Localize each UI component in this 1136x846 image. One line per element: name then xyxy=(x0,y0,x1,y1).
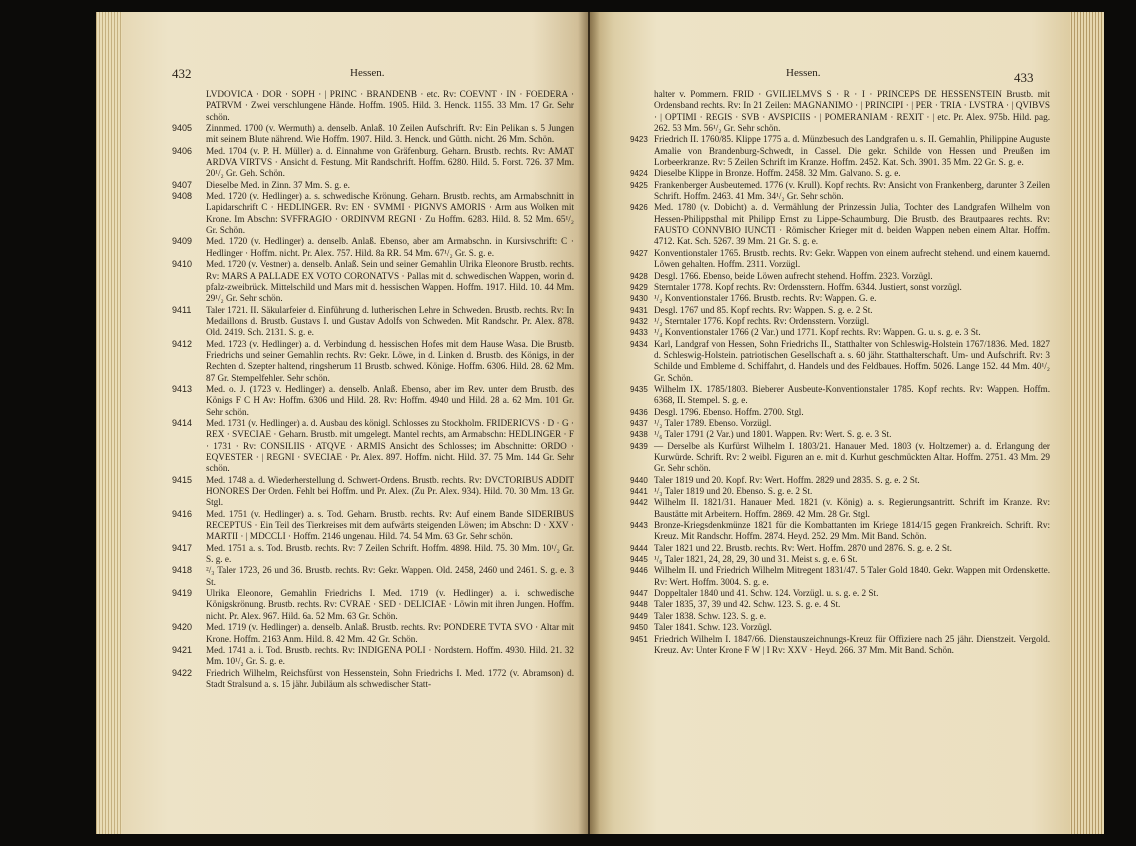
entry-text: Med. o. J. (1723 v. Hedlinger) a. denselb. Anlaß. Ebenso, aber im Rev. unter dem Brustb. des Königs F C H Av: Hoffm. 6306 und Hild. 28. Rv: Hoffm. 4940 und Hild. 28 a. 62 Mm. 101 Gr. Sehr schön. xyxy=(206,383,574,417)
catalog-entry xyxy=(632,407,1050,418)
entry-text: LVDOVICA · DOR · SOPH · | PRINC · BRANDENB · etc. Rv: COEVNT · IN · FOEDERA · PATRVM · Zwei verschlungene Hände. Hoffm. 1905. Hild. 3. Henck. 1155. 33 Mm. 17 Gr. Sehr schön. xyxy=(206,89,574,122)
entry-text: Desgl. 1767 und 85. Kopf rechts. Rv: Wappen. S. g. e. 2 St. xyxy=(654,304,873,315)
entry-number: 9412 xyxy=(172,338,193,349)
entry-number: 9428 xyxy=(630,271,648,281)
catalog-entry xyxy=(172,123,574,146)
entry-number: 9441 xyxy=(630,487,648,497)
entry-text: Wilhelm II. 1821/31. Hanauer Med. 1821 (v. König) a. s. Regierungsantritt. Schrift im Kranze. Rv: Baustätte mit Arbeitern. Hoffm. 2869. 42 Mm. 28 Gr. Stgl. xyxy=(654,497,1050,519)
entry-text: Med. 1720 (v. Hedlinger) a. s. schwedische Krönung. Geharn. Brustb. rechts, am Armabschnitt in Lapidarschrift C · HEDLINGER. Rv: EN · SVMMI · PIGNVS AMORIS · Arm aus Wolken mit Krone. Im Abschn: SVFFRAGIO · ORDINVM REGNI · Zu Hoffm. 6283. Hild. 8. 52 Mm. 65¹/₂ Gr. Schön. xyxy=(206,191,574,236)
entry-number: 9432 xyxy=(630,316,648,326)
entry-text: ²/₃ Taler 1723, 26 und 36. Brustb. rechts. Rv: Gekr. Wappen. Old. 2458, 2460 und 2461. S. g. e. 3 St. xyxy=(206,565,574,587)
right-entry-list xyxy=(632,89,1050,656)
entry-text: — Derselbe als Kurfürst Wilhelm I. 1803/21. Hanauer Med. 1803 (v. Holtzemer) a. d. Erlangung der Kurwürde. Schrift. Rv: 2 weibl. Figuren an e. mit d. Kurhut geschmückten Altar. Hoffm. 2751. 43 Mm. 29 Gr. Sehr schön. xyxy=(654,440,1050,474)
catalog-entry xyxy=(632,543,1050,554)
catalog-entry xyxy=(632,134,1050,168)
entry-number: 9433 xyxy=(630,328,648,338)
catalog-entry xyxy=(172,622,574,645)
catalog-entry xyxy=(172,259,574,304)
catalog-entry xyxy=(632,168,1050,179)
catalog-entry xyxy=(632,588,1050,599)
entry-number: 9413 xyxy=(172,383,193,394)
right-running-head: Hessen. xyxy=(786,67,821,79)
entry-number: 9411 xyxy=(172,304,192,315)
catalog-entry xyxy=(172,668,574,691)
catalog-entry xyxy=(632,520,1050,543)
catalog-entry xyxy=(172,180,574,191)
entry-number: 9430 xyxy=(630,294,648,304)
entry-text: Taler 1841. Schw. 123. Vorzügl. xyxy=(654,622,772,633)
entry-number: 9416 xyxy=(172,508,193,519)
entry-text: Friedrich Wilhelm I. 1847/66. Dienstauszeichnungs-Kreuz für Offiziere nach 25 jähr. Dienstzeit. Vergold. Kreuz. Av: Unter Krone F W | I Rv: XXV · Heyd. 266. 37 Mm. Mit Band. Schön. xyxy=(654,633,1050,655)
catalog-entry xyxy=(632,634,1050,657)
catalog-entry xyxy=(632,293,1050,304)
entry-text: Frankenberger Ausbeutemed. 1776 (v. Krull). Kopf rechts. Rv: Ansicht von Frankenberg, darunter 3 Zeilen Schrift. Hoffm. 2463. 41 Mm. 34¹/₂ Gr. Sehr schön. xyxy=(654,179,1050,202)
entry-number: 9446 xyxy=(630,566,648,576)
entry-number: 9415 xyxy=(172,474,193,485)
catalog-entry xyxy=(172,89,574,123)
catalog-entry xyxy=(632,89,1050,134)
entry-text: Med. 1723 (v. Hedlinger) a. d. Verbindung d. hessischen Hofes mit dem Hause Wasa. Die Brustb. Friedrichs und seiner Gemahlin rechts. Rv: Gekr. Löwe, in d. Linken d. Brustb. des Königs, in der Rechten d. Szepter haltend, ringsherum 11 Brustb. schwed. Könige. Hoffm. 6306. Hild. 28. 62 Mm. 87 Gr. Stempelfehler. Sehr schön. xyxy=(206,338,574,383)
entry-text: Friedrich II. 1760/85. Klippe 1775 a. d. Münzbesuch des Landgrafen u. s. II. Gemahlin, Philippine Auguste Amalie von Brandenburg-Schwedt, in Cassel. Die gekr. Schilde von Hessen und Preußen im Lorbeerkranze. Rv: 5 Zeilen Schrift im Kranze. Hoffm. 2452. Kat. Sch. 3901. 35 Mm. 22 Gr. S. g. e. xyxy=(654,134,1050,168)
entry-text: Med. 1748 a. d. Wiederherstellung d. Schwert-Ordens. Brustb. rechts. Rv: DVCTORIBUS ADDIT HONORES Der Orden. Fehlt bei Hoffm. und Pr. Alex. (Zu Pr. Alex. 934). Hild. 70. 30 Mm. 13 Gr. Stgl. xyxy=(206,474,574,508)
entry-text: Karl, Landgraf von Hessen, Sohn Friedrichs II., Statthalter von Schleswig-Holstein 1767/1836. Med. 1827 d. Schleswig-Holstein. patriotischen Gesellschaft a. s. 60 jähr. Statthalterschaft. Um- und Aufschrift. Rv: 3 Schilde und Embleme d. Schiffahrt, d. Handels und des Feldbaues. Hoffm. 5026. Lange 152. 44 Mm. 40¹/₂ Gr. Schön. xyxy=(654,338,1050,383)
left-page-edges xyxy=(96,12,124,834)
entry-number: 9431 xyxy=(630,305,648,315)
catalog-entry xyxy=(632,486,1050,497)
catalog-entry xyxy=(172,191,574,236)
entry-number: 9447 xyxy=(630,589,648,599)
entry-text: ¹/₆ Taler 1821, 24, 28, 29, 30 und 31. Meist s. g. e. 6 St. xyxy=(654,554,858,565)
catalog-entry xyxy=(172,236,574,259)
entry-text: Med. 1720 (v. Hedlinger) a. denselb. Anlaß. Ebenso, aber am Armabschn. in Kursivschrift: C · Hedlinger · Hoffm. nicht. Pr. Alex. 757. Hild. 8a RR. 54 Mm. 67¹/₂ Gr. S. g. e. xyxy=(206,236,574,258)
entry-number: 9408 xyxy=(172,191,193,202)
catalog-entry xyxy=(172,565,574,588)
entry-number: 9448 xyxy=(630,600,648,610)
entry-text: Wilhelm II. und Friedrich Wilhelm Mitregent 1831/47. 5 Taler Gold 1840. Gekr. Wappen mit Ordenskette. Rv: Wert. Hoffm. 3004. S. g. e. xyxy=(654,565,1050,587)
catalog-entry xyxy=(632,305,1050,316)
entry-number: 9419 xyxy=(172,588,193,599)
book-gutter xyxy=(578,12,600,834)
catalog-entry xyxy=(632,611,1050,622)
entry-text: halter v. Pommern. FRID · GVILIELMVS S · R · I · PRINCEPS DE HESSENSTEIN Brustb. mit Ordensband rechts. Rv: In 21 Zeilen: MAGNANIMO · | PRINCIPI · | PER · TRIA · LVSTRA · | QVIBVS · | OPTIMI · REGIS · SVB · AVSPICIIS · | POMERANIAM · REXIT · | etc. Pr. Alex. 975b. Hild. pag. 262. 53 Mm. 56¹/₂ Gr. Sehr schön. xyxy=(654,89,1050,134)
entry-text: Med. 1720 (v. Vestner) a. denselb. Anlaß. Sein und seiner Gemahlin Ulrika Eleonore Brustb. rechts. Rv: MARS A PALLADE EX VOTO CORONATVS · Pallas mit d. schwedischen Wappen, worin d. pfalz-zweibrück. Mittelschild und Mars mit d. hessischen Wappen. Hoffm. 1917. Hild. 10. 44 Mm. 29¹/₂ Gr. Sehr schön. xyxy=(206,259,574,304)
catalog-entry xyxy=(172,384,574,418)
entry-number: 9424 xyxy=(630,169,648,179)
catalog-entry xyxy=(172,339,574,384)
catalog-entry xyxy=(172,543,574,566)
entry-number: 9445 xyxy=(630,555,648,565)
catalog-entry xyxy=(632,429,1050,440)
entry-number: 9422 xyxy=(172,667,193,678)
entry-number: 9438 xyxy=(630,430,648,440)
entry-text: Bronze-Kriegsdenkmünze 1821 für die Kombattanten im Kriege 1814/15 gegen Frankreich. Schrift. Rv: Kreuz. Mit Randschr. Hoffm. 2874. Heyd. 252. 29 Mm. Mit Band. Schön. xyxy=(654,520,1050,542)
entry-text: Dieselbe Med. in Zinn. 37 Mm. S. g. e. xyxy=(206,179,350,190)
catalog-entry xyxy=(632,418,1050,429)
catalog-entry xyxy=(632,282,1050,293)
entry-text: ¹/₃ Taler 1819 und 20. Ebenso. S. g. e. 2 St. xyxy=(654,486,813,497)
entry-text: Med. 1751 (v. Hedlinger) a. s. Tod. Geharn. Brustb. rechts. Rv: Auf einem Bande SIDERIBUS RECEPTUS · Ein Teil des Tierkreises mit dem aufwärts steigenden Löwen; im Abschn: D · XXV · MARTII · | MDCCLI · Hoffm. 2146 ungenau. Hild. 74. 54 Mm. 63 Gr. Sehr schön. xyxy=(206,508,574,542)
entry-number: 9435 xyxy=(630,384,648,394)
entry-number: 9439 xyxy=(630,441,648,451)
catalog-entry xyxy=(632,339,1050,384)
catalog-entry xyxy=(632,599,1050,610)
catalog-entry xyxy=(632,202,1050,247)
entry-number: 9423 xyxy=(630,135,648,145)
entry-number: 9437 xyxy=(630,418,648,428)
entry-number: 9443 xyxy=(630,521,648,531)
catalog-entry xyxy=(172,588,574,622)
entry-text: Dieselbe Klippe in Bronze. Hoffm. 2458. 32 Mm. Galvano. S. g. e. xyxy=(654,168,901,179)
entry-number: 9451 xyxy=(630,634,648,644)
entry-number: 9407 xyxy=(172,179,193,190)
entry-text: ¹/₂ Taler 1789. Ebenso. Vorzügl. xyxy=(654,417,772,428)
entry-text: Med. 1704 (v. P. H. Müller) a. d. Einnahme von Gräfenburg. Geharn. Brustb. rechts. Rv: AMAT ARDVA VIRTVS · Ansicht d. Festung. Mit Randschrift. Hoffm. 6280. Hild. 5. Forst. 726. 37 Mm. 20¹/₂ Gr. Geh. Schön. xyxy=(206,145,574,179)
right-page xyxy=(590,12,1070,834)
entry-number: 9449 xyxy=(630,611,648,621)
entry-number: 9426 xyxy=(630,203,648,213)
catalog-entry xyxy=(172,418,574,475)
entry-number: 9406 xyxy=(172,145,193,156)
entry-number: 9434 xyxy=(630,339,648,349)
catalog-entry xyxy=(172,305,574,339)
catalog-entry xyxy=(632,475,1050,486)
entry-number: 9429 xyxy=(630,282,648,292)
entry-text: Zinnmed. 1700 (v. Wermuth) a. denselb. Anlaß. 10 Zeilen Aufschrift. Rv: Ein Pelikan s. 5 Jungen mit seinem Blute nährend. Wie Hoffm. 1907. Hild. 3. Henck. und Gütth. nicht. 26 Mm. Schön. xyxy=(206,123,574,145)
entry-text: ¹/₆ Taler 1791 (2 Var.) und 1801. Wappen. Rv: Wert. S. g. e. 3 St. xyxy=(654,429,892,440)
entry-text: ¹/₂ Sterntaler 1776. Kopf rechts. Rv: Ordensstern. Vorzügl. xyxy=(654,315,870,326)
entry-text: Doppeltaler 1840 und 41. Schw. 124. Vorzügl. u. s. g. e. 2 St. xyxy=(654,588,879,599)
entry-text: Sterntaler 1778. Kopf rechts. Rv: Ordensstern. Hoffm. 6344. Justiert, sonst vorzügl. xyxy=(654,281,962,292)
left-page xyxy=(122,12,588,834)
catalog-entry xyxy=(172,475,574,509)
entry-text: Taler 1838. Schw. 123. S. g. e. xyxy=(654,610,767,621)
entry-number: 9414 xyxy=(172,417,193,428)
catalog-entry xyxy=(632,441,1050,475)
left-page-number: 432 xyxy=(172,66,192,81)
catalog-entry xyxy=(632,327,1050,338)
entry-text: Taler 1721. II. Säkularfeier d. Einführung d. lutherischen Lehre in Schweden. Brustb. rechts. Rv: In Medaillons d. Brustb. Gustavs I. und Gustav Adolfs von Schweden. Mit Randschr. Pr. Alex. 878. Old. 2419. Sch. 2131. S. g. e. xyxy=(206,304,574,338)
entry-text: ¹/₂ Konventionstaler 1766. Brustb. rechts. Rv: Wappen. G. e. xyxy=(654,293,877,304)
entry-text: Taler 1821 und 22. Brustb. rechts. Rv: Wert. Hoffm. 2870 und 2876. S. g. e. 2 St. xyxy=(654,542,952,553)
entry-number: 9444 xyxy=(630,543,648,553)
entry-text: Taler 1835, 37, 39 und 42. Schw. 123. S. g. e. 4 St. xyxy=(654,599,841,610)
entry-text: Konventionstaler 1765. Brustb. rechts. Rv: Gekr. Wappen von einem aufrecht stehend. und einem kauernd. Löwen gehalten. Hoffm. 2311. Vorzügl. xyxy=(654,247,1050,270)
catalog-entry xyxy=(632,554,1050,565)
entry-number: 9410 xyxy=(172,259,193,270)
catalog-entry xyxy=(172,146,574,180)
entry-number: 9420 xyxy=(172,622,193,633)
entry-text: Friedrich Wilhelm, Reichsfürst von Hessenstein, Sohn Friedrichs I. Med. 1772 (v. Abramson) d. Stadt Stralsund a. s. 15 jähr. Jubiläum als schwedischer Statt- xyxy=(206,667,574,689)
entry-text: Desgl. 1766. Ebenso, beide Löwen aufrecht stehend. Hoffm. 2323. Vorzügl. xyxy=(654,270,933,281)
entry-text: Ulrika Eleonore, Gemahlin Friedrichs I. Med. 1719 (v. Hedlinger) a. i. schwedische Königskrönung. Brustb. rechts. Rv: CVRAE · SED · DELICIAE · Löwin mit ihren Jungen. Hoffm. nicht. Pr. Alex. 967. Hild. 6a. 52 Mm. 63 Gr. Schön. xyxy=(206,588,574,621)
left-running-head: Hessen. xyxy=(350,67,385,79)
catalog-entry xyxy=(632,180,1050,203)
entry-number: 9442 xyxy=(630,498,648,508)
entry-number: 9425 xyxy=(630,180,648,190)
catalog-entry xyxy=(632,316,1050,327)
entry-number: 9436 xyxy=(630,407,648,417)
entry-text: Med. 1780 (v. Dobicht) a. d. Vermählung der Prinzessin Julia, Tochter des Landgrafen Wilhelm von Hessen-Philippsthal mit Philipp Ernst zu Lippe-Schaumburg. Die Brustb. des Brautpaares rechts. Rv: FAUSTO CONNVBIO IUNCTI · Römischer Krieger mit d. beiden Wappen neben einem Altar. Hoffm. 4712. Kat. Sch. 5267. 39 Mm. 21 Gr. S. g. e. xyxy=(654,202,1050,247)
entry-text: Med. 1741 a. i. Tod. Brustb. rechts. Rv: INDIGENA POLI · Nordstern. Hoffm. 4930. Hild. 21. 32 Mm. 10¹/₂ Gr. S. g. e. xyxy=(206,644,574,667)
entry-number: 9417 xyxy=(172,542,193,553)
entry-text: ¹/₄ Konventionstaler 1766 (2 Var.) und 1771. Kopf rechts. Rv: Wappen. G. u. s. g. e. 3 St. xyxy=(654,327,981,338)
right-page-edges xyxy=(1068,12,1104,834)
catalog-entry xyxy=(172,509,574,543)
entry-text: Desgl. 1796. Ebenso. Hoffm. 2700. Stgl. xyxy=(654,406,804,417)
catalog-entry xyxy=(632,497,1050,520)
catalog-entry xyxy=(632,248,1050,271)
entry-number: 9409 xyxy=(172,236,193,247)
entry-number: 9450 xyxy=(630,623,648,633)
right-page-number: 433 xyxy=(1014,70,1034,85)
entry-number: 9405 xyxy=(172,123,193,134)
entry-text: Med. 1731 (v. Hedlinger) a. d. Ausbau des königl. Schlosses zu Stockholm. FRIDERICVS · D · G · REX · SVECIAE · Geharn. Brustb. mit umgelegt. Mantel rechts, am Armabschn: HEDLINGER · F · 1731 · Rv: CONSILIIS · ATQVE · ARMIS Ansicht des Schlosses; im Abschnitte: ORDO · EQVESTER · | REGNI · SVECIAE · Pr. Alex. 897. Hoffm. nicht. Hild. 37. 75 Mm. 144 Gr. Sehr schön. xyxy=(206,417,574,474)
catalog-entry xyxy=(172,645,574,668)
left-entry-list xyxy=(172,89,574,690)
entry-number: 9421 xyxy=(172,644,193,655)
entry-text: Taler 1819 und 20. Kopf. Rv: Wert. Hoffm. 2829 und 2835. S. g. e. 2 St. xyxy=(654,474,920,485)
entry-number: 9427 xyxy=(630,248,648,258)
catalog-entry xyxy=(632,384,1050,407)
entry-text: Wilhelm IX. 1785/1803. Bieberer Ausbeute-Konventionstaler 1785. Kopf rechts. Rv: Wappen. Hoffm. 6368, II. Stempel. S. g. e. xyxy=(654,383,1050,406)
entry-text: Med. 1751 a. s. Tod. Brustb. rechts. Rv: 7 Zeilen Schrift. Hoffm. 4898. Hild. 75. 30 Mm. 10¹/₂ Gr. S. g. e. xyxy=(206,542,574,565)
catalog-entry xyxy=(632,622,1050,633)
catalog-entry xyxy=(632,565,1050,588)
catalog-entry xyxy=(632,271,1050,282)
entry-number: 9418 xyxy=(172,565,193,576)
entry-number: 9440 xyxy=(630,475,648,485)
entry-text: Med. 1719 (v. Hedlinger) a. denselb. Anlaß. Brustb. rechts. Rv: PONDERE TVTA SVO · Altar mit Krone. Hoffm. 2163 Anm. Hild. 8. 42 Mm. 42 Gr. Schön. xyxy=(206,622,574,644)
